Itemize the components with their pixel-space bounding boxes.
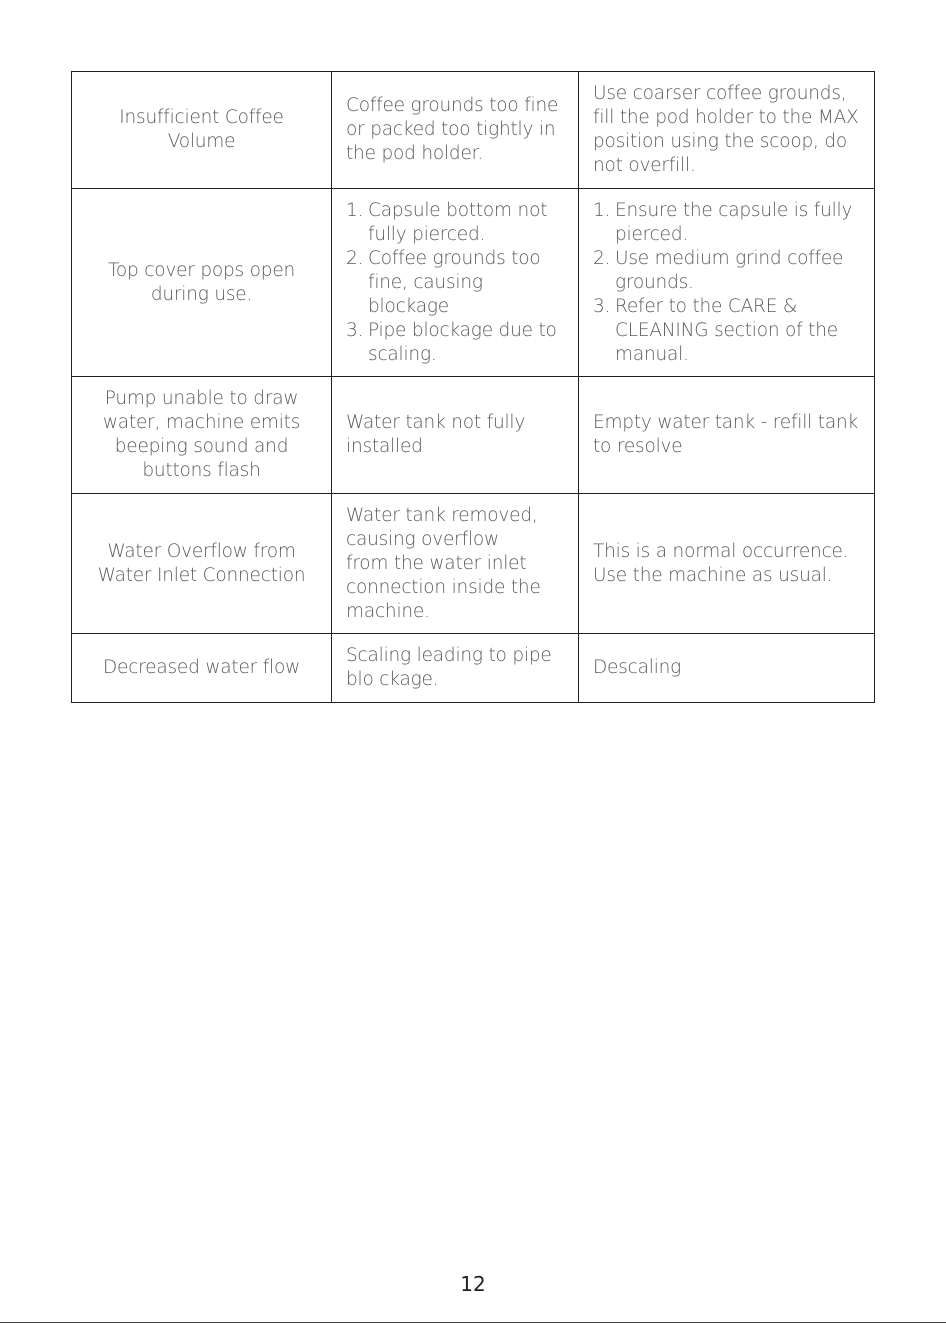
- problem-text: Water Overflow from Water Inlet Connection: [97, 540, 306, 586]
- list-text: Use medium grind coffee grounds.: [615, 247, 844, 293]
- list-number: 1.: [346, 199, 364, 221]
- cause-text: Water tank removed, causing overflow from the water inlet connection inside the machine.: [346, 504, 541, 622]
- problem-text: Insufficient Coffee Volume: [119, 107, 284, 152]
- problem-text: Top cover pops open during use.: [107, 259, 296, 305]
- cause-list: [346, 199, 568, 367]
- cause-cell: [332, 72, 579, 189]
- solution-cell: [579, 634, 875, 703]
- list-item: [346, 199, 568, 247]
- list-text: Pipe blockage due to scaling.: [368, 319, 557, 365]
- list-item: [593, 295, 862, 367]
- cause-text: Scaling leading to pipe blo ckage.: [346, 645, 552, 690]
- table-row: [72, 72, 875, 189]
- solution-text: This is a normal occurrence. Use the machine as usual.: [593, 540, 849, 586]
- solution-text: Descaling: [593, 657, 682, 678]
- page-number: 12: [460, 1272, 486, 1296]
- list-number: 3.: [346, 319, 364, 341]
- list-item: [346, 319, 568, 367]
- solution-cell: [579, 72, 875, 189]
- problem-cell: [72, 494, 332, 634]
- solution-text: Use coarser coffee grounds, fill the pod holder to the MAX position using the scoop, do not overfill.: [593, 83, 859, 176]
- cause-cell: [332, 494, 579, 634]
- list-text: Refer to the CARE & CLEANING section of the manual.: [615, 295, 838, 365]
- solution-text: Empty water tank - refill tank to resolve: [593, 412, 859, 457]
- list-text: Coffee grounds too fine, causing blockage: [368, 247, 541, 317]
- list-item: [593, 247, 862, 295]
- table-row: [72, 494, 875, 634]
- troubleshooting-table: [71, 71, 875, 703]
- problem-cell: [72, 72, 332, 189]
- problem-cell: [72, 634, 332, 703]
- list-text: Capsule bottom not fully pierced.: [368, 199, 548, 245]
- table-row: [72, 634, 875, 703]
- list-item: [593, 199, 862, 247]
- cause-text: Water tank not fully installed: [346, 412, 526, 457]
- solution-cell: [579, 189, 875, 377]
- cause-cell: [332, 634, 579, 703]
- solution-cell: [579, 377, 875, 494]
- table-row: [72, 377, 875, 494]
- problem-text: Decreased water flow: [102, 657, 301, 678]
- table-row: [72, 189, 875, 377]
- problem-cell: [72, 189, 332, 377]
- solution-list: [593, 199, 862, 367]
- list-number: 2.: [346, 247, 364, 269]
- list-number: 1.: [593, 199, 611, 221]
- cause-cell: [332, 377, 579, 494]
- problem-cell: [72, 377, 332, 494]
- list-item: [346, 247, 568, 319]
- cause-text: Coffee grounds too fine or packed too tightly in the pod holder.: [346, 95, 559, 164]
- list-number: 3.: [593, 295, 611, 317]
- page-divider: [0, 1322, 946, 1323]
- problem-text: Pump unable to draw water, machine emits beeping sound and buttons flash: [102, 388, 301, 481]
- solution-cell: [579, 494, 875, 634]
- list-number: 2.: [593, 247, 611, 269]
- list-text: Ensure the capsule is fully pierced.: [615, 199, 853, 245]
- cause-cell: [332, 189, 579, 377]
